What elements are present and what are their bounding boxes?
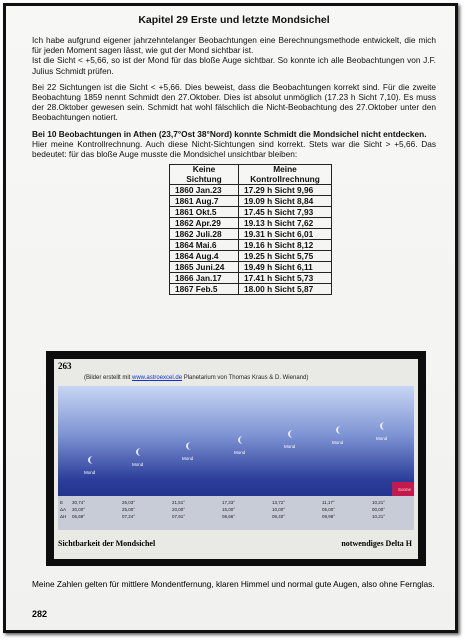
data-value: 30,74° — [72, 500, 86, 505]
data-value: 10,21° — [372, 500, 386, 505]
table-cell-date: 1861 Okt.5 — [170, 207, 239, 218]
page-content — [32, 14, 436, 295]
data-value: 17,33° — [222, 500, 236, 505]
data-value: 26,03° — [122, 500, 136, 505]
table-row — [170, 240, 332, 251]
sky-gradient — [58, 386, 414, 496]
moon-label: Mond — [234, 450, 246, 455]
table-cell-calc: 17.45 h Sicht 7,93 — [239, 207, 332, 218]
table-row — [170, 196, 332, 207]
moon-crescent-icon — [288, 430, 298, 438]
moon-crescent-icon — [88, 456, 98, 464]
observation-table — [169, 164, 332, 295]
table-cell-calc: 19.09 h Sicht 8,84 — [239, 196, 332, 207]
paragraph-sightings: Bei 22 Sichtungen ist die Sicht < +5,66. Dies beweist, dass die Beobachtungen korrekt sind. Für die zweite Beobachtung 1859 nennt Schmidt den 27.Oktober. Dies ist absolut unmöglich (17.23 h Sicht 7,10). Es muss der 28.Oktober gewesen sein. Schmidt hat wohl fälschlich die Nicht-Beobachtung des 27.Oktober unter den Beobachtungen notiert. — [32, 81, 436, 123]
table-row — [170, 218, 332, 229]
table-cell-date: 1862 Apr.29 — [170, 218, 239, 229]
table-header-control: Meine Kontrollrechnung — [239, 165, 332, 185]
table-cell-calc: 18.00 h Sicht 5,87 — [239, 284, 332, 295]
row-labels — [60, 499, 66, 520]
figure-photo — [46, 351, 426, 566]
table-cell-calc: 19.25 h Sicht 5,75 — [239, 251, 332, 262]
table-cell-calc: 19.31 h Sicht 6,01 — [239, 229, 332, 240]
data-column — [122, 499, 135, 520]
table-row — [170, 262, 332, 273]
moon-label: Mond — [132, 462, 144, 467]
row-label: ΔA — [60, 507, 67, 512]
paragraph-control: Hier meine Kontrollrechnung. Auch diese Nicht-Sichtungen sind korrekt. Stets war die Sicht > +5,66. Das bedeutet: für das bloße Auge musste die Mondsichel unsichtbar bleiben: — [32, 138, 436, 160]
page-number: 282 — [32, 609, 48, 619]
data-value: 07,91° — [172, 514, 186, 519]
figure-caption-left: Sichtbarkeit der Mondsichel — [58, 539, 156, 548]
data-value: 15,00° — [222, 507, 236, 512]
table-cell-calc: 19.49 h Sicht 6,11 — [239, 262, 332, 273]
sunset-label: Sonne — [397, 487, 411, 492]
table-cell-calc: 17.41 h Sicht 5,73 — [239, 273, 332, 284]
footer-paragraph: Meine Zahlen gelten für mittlere Mondentfernung, klaren Himmel und normal gute Augen, also ohne Fernglas. — [32, 579, 435, 589]
table-row — [170, 207, 332, 218]
horizon-data-strip — [58, 487, 414, 530]
moon-label: Mond — [332, 440, 344, 445]
table-row — [170, 229, 332, 240]
moon-crescent-icon — [336, 426, 346, 434]
data-value: 00,00° — [372, 507, 386, 512]
figure-credit — [84, 375, 308, 381]
moon-crescent-icon — [186, 442, 196, 450]
moon-label: Mond — [284, 444, 296, 449]
credit-link[interactable]: www.astroexcel.de — [132, 375, 183, 381]
table-cell-date: 1866 Jan.17 — [170, 273, 239, 284]
data-value: 20,00° — [172, 507, 186, 512]
table-cell-date: 1865 Juni.24 — [170, 262, 239, 273]
data-value: 30,00° — [72, 507, 86, 512]
figure-page-number: 263 — [58, 361, 72, 371]
data-value: 21,51° — [172, 500, 186, 505]
data-value: 11,17° — [322, 500, 335, 505]
table-row — [170, 251, 332, 262]
moon-crescent-icon — [380, 422, 390, 430]
row-label: E — [60, 500, 64, 505]
table-row — [170, 273, 332, 284]
table-cell-date: 1864 Mai.6 — [170, 240, 239, 251]
data-column — [172, 499, 185, 520]
data-column — [322, 499, 335, 520]
credit-text-pre: (Bilder erstellt mit — [84, 375, 133, 381]
data-value: 06,69° — [72, 514, 86, 519]
data-column — [72, 499, 85, 520]
data-column — [222, 499, 235, 520]
figure-caption-right: notwendiges Delta H — [341, 539, 412, 548]
table-row — [170, 284, 332, 295]
table-cell-calc: 17.29 h Sicht 9,96 — [239, 185, 332, 196]
data-value: 10,21° — [372, 514, 386, 519]
table-cell-calc: 19.16 h Sicht 8,12 — [239, 240, 332, 251]
row-label: ΔH — [60, 514, 67, 519]
data-value: 08,66° — [222, 514, 236, 519]
table-cell-date: 1860 Jan.23 — [170, 185, 239, 196]
moon-crescent-icon — [136, 448, 146, 456]
data-column — [372, 499, 385, 520]
paragraph-visibility: Ist die Sicht < +5,66, so ist der Mond für das bloße Auge sichtbar. So konnte ich alle Beobachtungen von J.F. Julius Schmidt prüfen. — [32, 55, 436, 76]
table-cell-date: 1862 Juli.28 — [170, 229, 239, 240]
moon-crescent-icon — [238, 436, 248, 444]
paragraph-method: Ich habe aufgrund eigener jahrzehntelanger Beobachtungen eine Berechnungsmethode entwickelt, die mich für jeden Moment sagen lässt, wie gut der Mond sichtbar ist. — [32, 35, 436, 56]
data-value: 09,98° — [322, 514, 336, 519]
data-value: 25,00° — [122, 507, 136, 512]
data-value: 09,40° — [272, 514, 286, 519]
figure-plate — [54, 359, 418, 559]
table-header-no-sighting: Keine Sichtung — [170, 165, 239, 185]
data-value: 07,24° — [122, 514, 136, 519]
paragraph-athens-heading: Bei 10 Beobachtungen in Athen (23,7°Ost 38°Nord) konnte Schmidt die Mondsichel nicht entdecken. — [32, 128, 427, 139]
table-row — [170, 185, 332, 196]
table-cell-date: 1861 Aug.7 — [170, 196, 239, 207]
credit-text-post: Planetarium von Thomas Kraus & D. Wienand) — [182, 375, 309, 381]
moon-label: Mond — [182, 456, 194, 461]
moon-label: Mond — [376, 436, 388, 441]
data-value: 05,00° — [322, 507, 336, 512]
table-cell-date: 1867 Feb.5 — [170, 284, 239, 295]
table-cell-calc: 19.13 h Sicht 7,62 — [239, 218, 332, 229]
data-value: 10,00° — [272, 507, 286, 512]
table-cell-date: 1864 Aug.4 — [170, 251, 239, 262]
data-column — [272, 499, 285, 520]
data-value: 13,72° — [272, 500, 286, 505]
moon-label: Mond — [84, 470, 96, 475]
page-title: Kapitel 29 Erste und letzte Mondsichel — [138, 14, 330, 26]
